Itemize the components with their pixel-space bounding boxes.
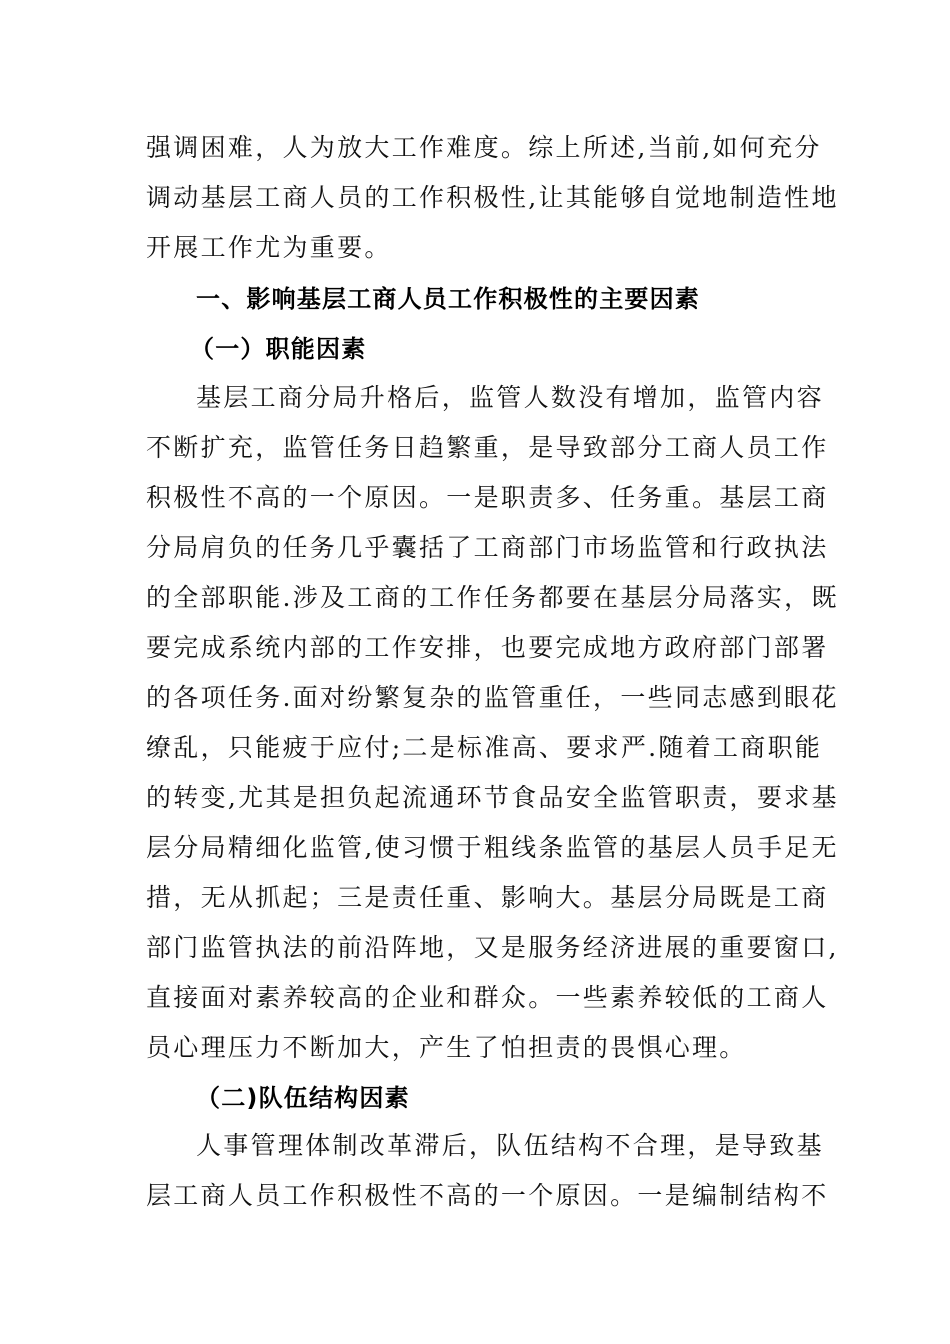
text-line: 积极性不高的一个原因。一是职责多、任务重。基层工商: [146, 483, 829, 512]
text-line: 要完成系统内部的工作安排，也要完成地方政府部门部署: [146, 633, 829, 662]
text-line: 不断扩充，监管任务日趋繁重，是导致部分工商人员工作: [146, 433, 829, 462]
text-line: 的全部职能.涉及工商的工作任务都要在基层分局落实，既: [146, 583, 839, 612]
text-line: 基层工商分局升格后，监管人数没有增加，监管内容: [196, 383, 824, 412]
text-line: 直接面对素养较高的企业和群众。一些素养较低的工商人: [146, 983, 829, 1012]
text-line: 开展工作尤为重要。: [146, 233, 392, 262]
subsection-heading: （一）职能因素: [190, 335, 367, 363]
text-line: 层分局精细化监管,使习惯于粗线条监管的基层人员手足无: [146, 833, 839, 862]
subsection-heading: （二)队伍结构因素: [196, 1084, 410, 1112]
text-line: 员心理压力不断加大，产生了怕担责的畏惧心理。: [146, 1033, 747, 1062]
text-line: 缭乱，只能疲于应付;二是标准高、要求严.随着工商职能: [146, 733, 823, 762]
text-line: 部门监管执法的前沿阵地，又是服务经济进展的重要窗口,: [146, 933, 839, 962]
text-line: 调动基层工商人员的工作积极性,让其能够自觉地制造性地: [146, 183, 839, 212]
section-heading: 一、影响基层工商人员工作积极性的主要因素: [196, 285, 700, 313]
text-line: 的转变,尤其是担负起流通环节食品安全监管职责，要求基: [146, 783, 839, 812]
text-line: 分局肩负的任务几乎囊括了工商部门市场监管和行政执法: [146, 533, 829, 562]
text-line: 人事管理体制改革滞后，队伍结构不合理，是导致基: [196, 1131, 824, 1160]
text-line: 措，无从抓起；三是责任重、影响大。基层分局既是工商: [146, 883, 829, 912]
text-line: 层工商人员工作积极性不高的一个原因。一是编制结构不: [146, 1181, 829, 1210]
text-line: 强调困难，人为放大工作难度。综上所述,当前,如何充分: [146, 133, 822, 162]
text-line: 的各项任务.面对纷繁复杂的监管重任，一些同志感到眼花: [146, 683, 839, 712]
